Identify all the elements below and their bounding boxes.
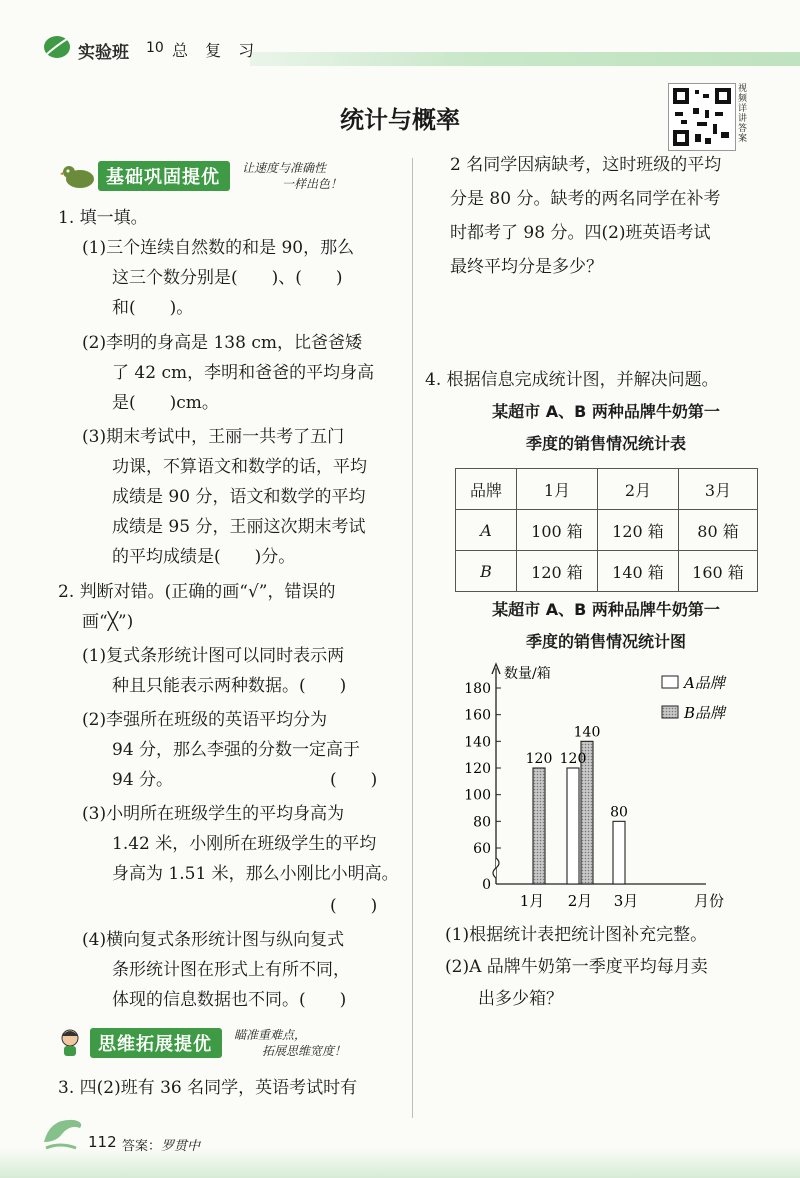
y-axis-title: 数量/箱: [504, 666, 551, 682]
x-tick-label: 3月: [613, 892, 639, 910]
q4-heading: 4. 根据信息完成统计图，并解决问题。: [425, 370, 719, 390]
y-tick-label: 160: [464, 707, 491, 724]
q1-3-line1: (3)期末考试中，王丽一共考了五门: [82, 427, 345, 447]
bar-value-label: 140: [573, 724, 601, 741]
q2-4-line1: (4)横向复式条形统计图与纵向复式: [82, 930, 345, 950]
q2-2-line2: 94 分，那么李强的分数一定高于: [112, 740, 361, 760]
cartoon-kid-mascot-icon: [52, 1028, 90, 1058]
dolphin-logo-icon: [40, 1112, 86, 1152]
footer-band: [0, 1148, 800, 1178]
table-cell: 140 箱: [598, 551, 679, 592]
sales-table: [455, 468, 758, 592]
q3-line3: 分是 80 分。缺考的两名同学在补考: [450, 189, 721, 209]
page-number: 112: [88, 1133, 117, 1151]
bar: [613, 821, 625, 884]
q1-2-line3: 是( )cm。: [112, 393, 219, 413]
bar-value-label: 80: [610, 804, 628, 821]
section-banner-extend: [52, 1030, 346, 1056]
table-cell: B: [456, 551, 517, 592]
q2-4-line3: 体现的信息数据也不同。( ): [112, 990, 347, 1010]
table-cell: 160 箱: [679, 551, 758, 592]
section-banner-basic: [60, 163, 342, 189]
page-title: 统计与概率: [340, 106, 460, 134]
q4-2-line2: 出多少箱？: [478, 989, 563, 1009]
table-row: [456, 551, 758, 592]
axis-break-mark: [493, 858, 499, 878]
q1-3-line5: 的平均成绩是( )分。: [112, 547, 296, 567]
table-header-cell: 2月: [598, 469, 679, 510]
q2-heading-line2: 画“╳”): [82, 612, 134, 632]
banner-label: 思维拓展提优: [90, 1028, 222, 1058]
y-tick-label: 180: [464, 681, 491, 697]
q1-3-line4: 成绩是 95 分，王丽这次期末考试: [112, 517, 366, 537]
leaf-logo-icon: [42, 34, 72, 60]
table-header-cell: 3月: [679, 469, 758, 510]
qr-code-icon[interactable]: [668, 83, 736, 151]
q2-1-line2: 种且只能表示两种数据。( ): [112, 676, 347, 696]
q3-line2: 2 名同学因病缺考，这时班级的平均: [450, 155, 722, 175]
bar-value-label: 120: [525, 751, 553, 767]
y-tick-label: 60: [473, 841, 491, 857]
q3-line4: 时都考了 98 分。四(2)班英语考试: [450, 223, 711, 243]
table-header-cell: 1月: [517, 469, 598, 510]
q2-2-line3: 94 分。: [112, 770, 174, 790]
q2-2-line1: (2)李强所在班级的英语平均分为: [82, 710, 328, 730]
y-tick-label: 120: [464, 761, 491, 777]
y-tick-label: 140: [464, 734, 491, 751]
q1-1-line3: 和( )。: [112, 298, 194, 318]
banner-tagline: [242, 160, 342, 192]
tagline-line2: 拓展思维宽度！: [262, 1044, 347, 1058]
footer-answer: [122, 1135, 200, 1154]
footer-answer-value: 罗贯中: [161, 1139, 201, 1154]
q2-2-answer-paren[interactable]: ( ): [330, 770, 378, 790]
bar: [567, 768, 579, 884]
q2-3-line2: 1.42 米，小刚所在班级学生的平均: [112, 834, 377, 854]
y-tick-label: 80: [473, 814, 491, 831]
table-title-line2: 季度的销售情况统计表: [525, 434, 686, 453]
table-row: [456, 510, 758, 551]
q3-line1: 3. 四(2)班有 36 名同学，英语考试时有: [58, 1078, 358, 1098]
q4-2-line1: (2)A 品牌牛奶第一季度平均每月卖: [445, 957, 708, 977]
table-header-row: [456, 469, 758, 510]
table-cell: 120 箱: [517, 551, 598, 592]
q1-3-line2: 功课，不算语文和数学的话，平均: [112, 457, 367, 477]
chart-title-line1: 某超市 A、B 两种品牌牛奶第一: [492, 600, 720, 619]
q2-1-line1: (1)复式条形统计图可以同时表示两: [82, 646, 345, 666]
q2-4-line2: 条形统计图在形式上有所不同，: [112, 960, 350, 980]
y-tick-label: 0: [482, 877, 491, 893]
table-header-cell: 品牌: [456, 469, 517, 510]
x-tick-label: 1月: [519, 892, 545, 910]
table-cell: A: [456, 510, 517, 551]
bar: [533, 768, 545, 884]
legend-swatch: [662, 676, 678, 688]
banner-label: 基础巩固提优: [98, 161, 230, 191]
y-tick-label: 100: [464, 787, 491, 804]
duck-mascot-icon: [60, 161, 98, 191]
header-grade: 10: [146, 40, 164, 56]
q4-1: (1)根据统计表把统计图补充完整。: [445, 925, 708, 945]
header-brand: 实验班: [78, 43, 129, 63]
tagline-line1: 瞄准重难点，: [234, 1028, 307, 1042]
q1-heading: 1. 填一填。: [58, 208, 148, 228]
header-band: [250, 52, 800, 66]
qr-caption: 视频详讲答案: [738, 84, 748, 144]
q3-line5: 最终平均分是多少？: [450, 257, 603, 277]
footer-answer-label: 答案：: [122, 1139, 162, 1154]
q2-3-line1: (3)小明所在班级学生的平均身高为: [82, 804, 345, 824]
tagline-line1: 让速度与准确性: [242, 161, 327, 175]
q2-heading-line1: 2. 判断对错。(正确的画“√”，错误的: [58, 582, 336, 602]
table-cell: 120 箱: [598, 510, 679, 551]
q2-3-answer-paren[interactable]: ( ): [330, 896, 378, 916]
header-section: 总 复 习: [172, 41, 261, 60]
q1-1-line2: 这三个数分别是( )、( ): [112, 268, 343, 288]
q1-1-line1: (1)三个连续自然数的和是 90，那么: [82, 238, 355, 258]
chart-title-line2: 季度的销售情况统计图: [525, 632, 686, 651]
legend-label: B品牌: [684, 704, 726, 722]
bar-value-label: 120: [559, 751, 587, 767]
legend-swatch: [662, 706, 678, 718]
table-cell: 80 箱: [679, 510, 758, 551]
table-title-line1: 某超市 A、B 两种品牌牛奶第一: [492, 402, 720, 421]
x-tick-label: 2月: [567, 892, 593, 910]
q1-2-line2: 了 42 cm，李明和爸爸的平均身高: [112, 363, 375, 383]
banner-tagline: [234, 1027, 346, 1059]
x-axis-title: 月份: [694, 892, 725, 910]
sales-bar-chart: [440, 656, 760, 916]
q1-3-line3: 成绩是 90 分，语文和数学的平均: [112, 487, 366, 507]
q1-2-line1: (2)李明的身高是 138 cm，比爸爸矮: [82, 333, 362, 353]
tagline-line2: 一样出色！: [282, 177, 343, 191]
table-cell: 100 箱: [517, 510, 598, 551]
q2-3-line3: 身高为 1.51 米，那么小刚比小明高。: [112, 864, 399, 884]
legend-label: A品牌: [684, 674, 725, 692]
